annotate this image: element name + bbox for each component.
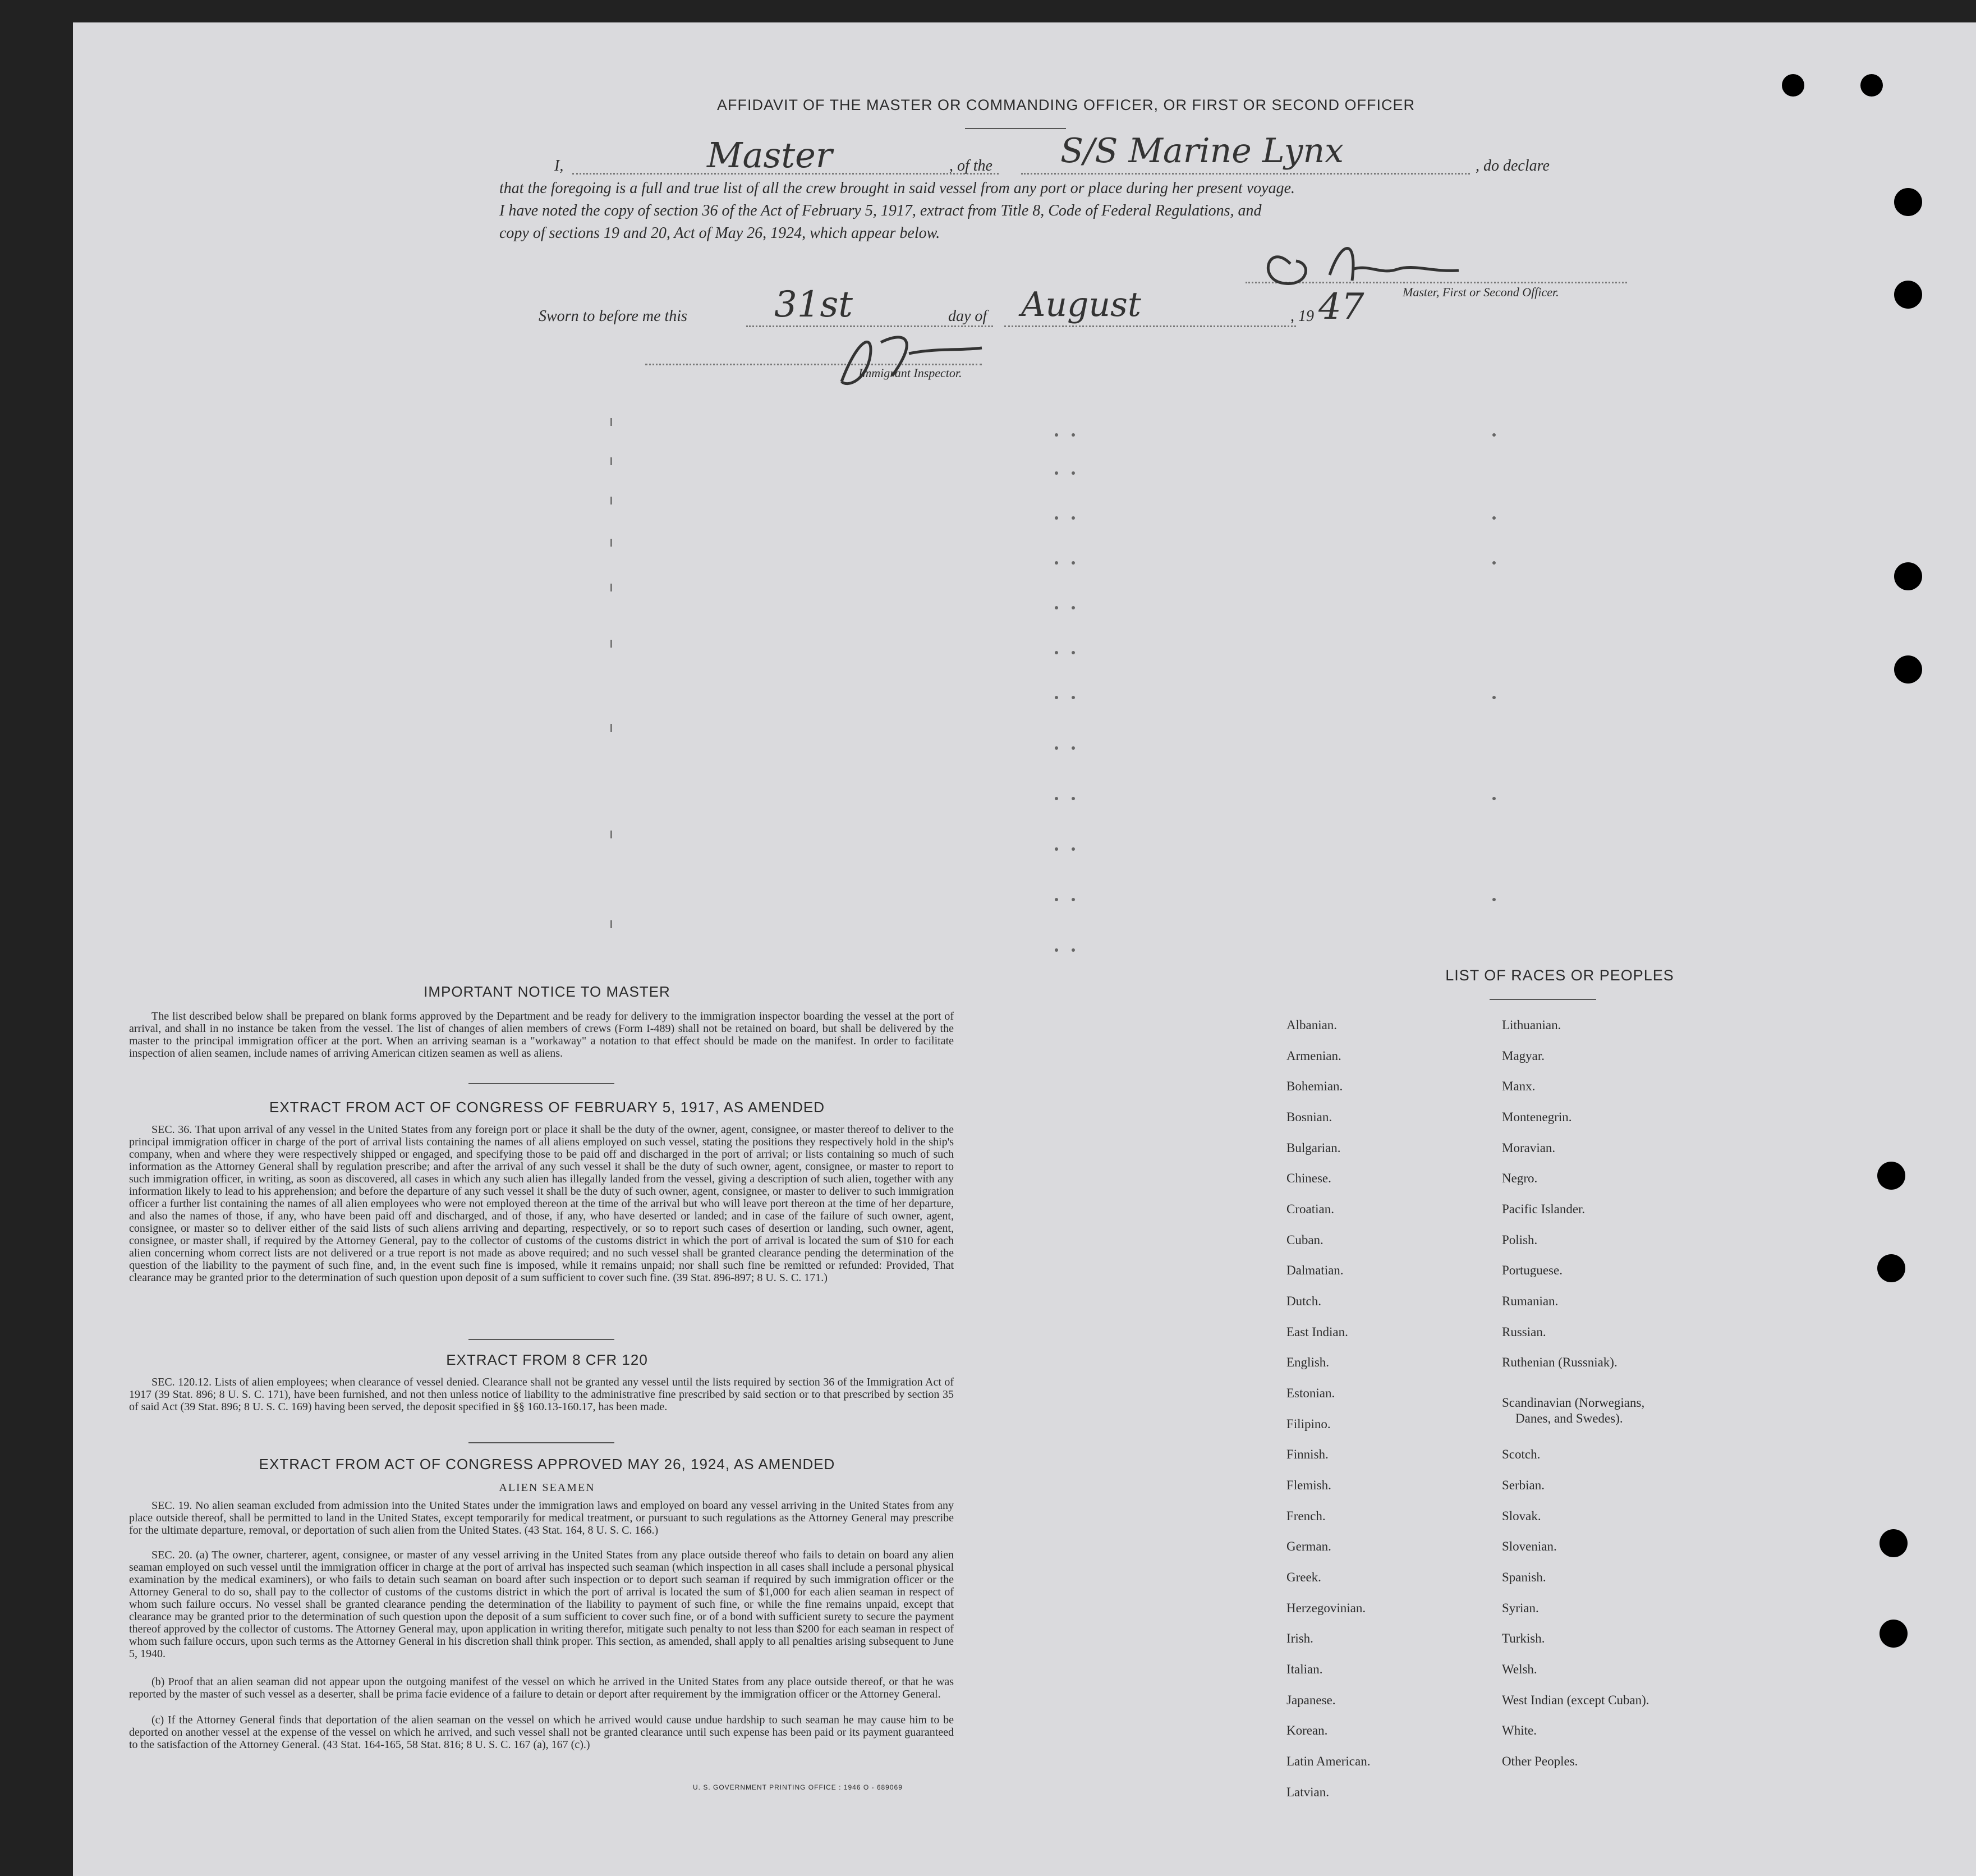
grid-mark (1492, 433, 1496, 437)
grid-mark (1055, 433, 1058, 437)
printer-line: U. S. GOVERNMENT PRINTING OFFICE : 1946 O - 689069 (693, 1783, 903, 1791)
race-item: Syrian. (1502, 1601, 1539, 1615)
race-item: Bohemian. (1286, 1079, 1343, 1093)
race-item: Moravian. (1502, 1141, 1556, 1155)
vessel-line (1021, 173, 1470, 175)
alien-seamen-subtitle: ALIEN SEAMEN (499, 1481, 595, 1494)
races-title: LIST OF RACES OR PEOPLES (1445, 967, 1674, 984)
race-item: Bulgarian. (1286, 1141, 1341, 1155)
affidavit-line-3: I have noted the copy of section 36 of the Act of February 5, 1917, extract from Title 8, Code of Federal Regulations, and (499, 202, 1262, 219)
punch-hole (1877, 1162, 1905, 1190)
race-item: Lithuanian. (1502, 1018, 1561, 1032)
race-item: Greek. (1286, 1570, 1321, 1584)
vessel-name: S/S Marine Lynx (1060, 131, 1344, 171)
race-item: Albanian. (1286, 1018, 1338, 1032)
grid-mark (1492, 561, 1496, 565)
do-declare-label: , do declare (1476, 157, 1550, 175)
race-item: Latin American. (1286, 1754, 1371, 1768)
affidavit-line-4: copy of sections 19 and 20, Act of May 26, 1924, which appear below. (499, 224, 940, 242)
punch-hole (1877, 1254, 1905, 1282)
grid-mark (1055, 797, 1058, 800)
grid-mark (1072, 606, 1075, 609)
race-item: Portuguese. (1502, 1263, 1563, 1277)
extract-cfr-title: EXTRACT FROM 8 CFR 120 (446, 1351, 648, 1368)
punch-hole (1894, 655, 1922, 684)
grid-mark (610, 584, 612, 591)
grid-mark (610, 457, 612, 465)
officer-label: Master, First or Second Officer. (1403, 285, 1559, 299)
race-item: West Indian (except Cuban). (1502, 1693, 1649, 1707)
grid-mark (1072, 561, 1075, 565)
grid-mark (610, 831, 612, 838)
extract-cfr-body: SEC. 120.12. Lists of alien employees; when clearance of vessel denied. Clearance shall not be granted any vessel until the lists required by section 36 of the Immigration Act of 1917 (39 Stat. 896; 8 U. S. C. 171), have been furnished, and not then unless notice of liability to the administrative fine prescribed by said section or to that prescribed by section 35 of said Act (39 Stat. 896; 8 U. S. C. 169) having been served, the deposit specified in §§ 160.13-160.17, has been made. (129, 1376, 954, 1413)
divider (468, 1339, 614, 1340)
race-item: Chinese. (1286, 1171, 1331, 1185)
race-item: Armenian. (1286, 1049, 1341, 1063)
race-item: English. (1286, 1355, 1330, 1369)
divider (1490, 999, 1596, 1000)
race-item: Filipino. (1286, 1417, 1331, 1431)
race-item: Magyar. (1502, 1049, 1545, 1063)
grid-mark (1055, 746, 1058, 750)
grid-mark (1072, 847, 1075, 851)
year-value: 47 (1318, 286, 1364, 328)
month-line (1004, 325, 1296, 327)
race-item: Croatian. (1286, 1202, 1334, 1216)
day-of-label: day of (948, 308, 987, 325)
inspector-label: Immigrant Inspector. (858, 366, 962, 380)
race-item: Pacific Islander. (1502, 1202, 1586, 1216)
race-item: Slovenian. (1502, 1539, 1557, 1553)
grid-mark (1072, 948, 1075, 952)
punch-hole (1860, 74, 1883, 97)
race-item: Turkish. (1502, 1631, 1545, 1645)
grid-mark (1492, 797, 1496, 800)
extract-1917-title: EXTRACT FROM ACT OF CONGRESS OF FEBRUARY 5, 1917, AS AMENDED (269, 1099, 825, 1116)
race-item: Irish. (1286, 1631, 1313, 1645)
race-item: French. (1286, 1509, 1326, 1523)
race-item: Manx. (1502, 1079, 1536, 1093)
grid-mark (1055, 471, 1058, 475)
extract-1924-sec20a: SEC. 20. (a) The owner, charterer, agent, consignee, or master of any vessel arriving in the United States from any place outside thereof who fails to detain on board any alien seaman employed on such vessel until the immigration officer in charge at the port of arrival has inspected such seaman (which inspection in all cases shall include a personal physical examination by the medical examiners), or who fails to detain such seaman on board after such inspection or to deport such seaman if required by such immigration officer or the Attorney General to do so, shall pay to the collector of customs of the customs district in which the port of arrival is located the sum of $1,000 for each alien seaman in respect of whom such failure occurs. No vessel shall be granted clearance pending the determination of the liability to payment of such fine, or while the fine remains unpaid, except that clearance may be granted prior to the determination of such question upon the deposit of a sum sufficient to cover such fine, or of a bond with sufficient surety to secure the payment thereof approved by the collector of customs. The Attorney General may, upon application in writing therefor, mitigate such penalty to not less than $200 for each seaman in respect of whom such failure occurs, upon such terms as the Attorney General in his discretion shall think proper. This section, as amended, shall apply to all penalties arising subsequent to June 5, 1940. (129, 1549, 954, 1660)
race-item: Scotch. (1502, 1447, 1541, 1461)
notice-title: IMPORTANT NOTICE TO MASTER (424, 983, 670, 1000)
extract-1924-sec20c: (c) If the Attorney General finds that deportation of the alien seaman on the vessel on which he arrived would cause undue hardship to such seaman he may cause him to be deported on another vessel at the expense of the vessel on which he arrived, and such vessel shall not be granted clearance until such expense has been paid or its payment guaranteed to the satisfaction of the Attorney General. (43 Stat. 164-165, 58 Stat. 816; 8 U. S. C. 167 (a), 167 (c).) (129, 1714, 954, 1751)
affidavit-line-2: that the foregoing is a full and true list of all the crew brought in said vessel from any port or place during her present voyage. (499, 180, 1295, 197)
year-prefix: , 19 (1290, 308, 1314, 325)
race-item: White. (1502, 1723, 1537, 1737)
race-item: Herzegovinian. (1286, 1601, 1366, 1615)
race-item: East Indian. (1286, 1325, 1348, 1339)
grid-mark (610, 497, 612, 504)
race-item: Spanish. (1502, 1570, 1546, 1584)
race-item: Slovak. (1502, 1509, 1541, 1523)
race-item: Flemish. (1286, 1478, 1331, 1492)
grid-mark (1072, 696, 1075, 699)
of-the-label: , of the (949, 157, 992, 175)
race-item: Scandinavian (Norwegians, (1502, 1396, 1645, 1410)
punch-hole (1894, 562, 1922, 590)
race-item: Rumanian. (1502, 1294, 1559, 1308)
grid-mark (610, 920, 612, 928)
grid-mark (1055, 516, 1058, 520)
document-sheet (73, 22, 1976, 1876)
grid-mark (1492, 696, 1496, 699)
grid-mark (1492, 516, 1496, 520)
race-item: Other Peoples. (1502, 1754, 1578, 1768)
race-item: German. (1286, 1539, 1331, 1553)
race-item: Cuban. (1286, 1233, 1324, 1247)
grid-mark (1072, 898, 1075, 901)
punch-hole (1894, 188, 1922, 216)
grid-mark (1072, 471, 1075, 475)
punch-hole (1782, 74, 1804, 97)
race-item: Dutch. (1286, 1294, 1321, 1308)
grid-mark (1072, 433, 1075, 437)
divider (965, 128, 1066, 129)
race-item: Estonian. (1286, 1386, 1335, 1400)
grid-mark (1492, 898, 1496, 901)
grid-mark (1055, 898, 1058, 901)
grid-mark (610, 640, 612, 648)
grid-mark (610, 539, 612, 547)
punch-hole (1880, 1620, 1908, 1648)
grid-mark (1055, 606, 1058, 609)
race-item: Montenegrin. (1502, 1110, 1572, 1124)
race-item: Polish. (1502, 1233, 1538, 1247)
race-item: Serbian. (1502, 1478, 1545, 1492)
race-item: Finnish. (1286, 1447, 1329, 1461)
grid-mark (1072, 746, 1075, 750)
sworn-label: Sworn to before me this (539, 308, 687, 325)
grid-mark (610, 418, 612, 426)
race-item: Latvian. (1286, 1785, 1329, 1799)
grid-mark (1055, 696, 1058, 699)
affidavit-title: AFFIDAVIT OF THE MASTER OR COMMANDING OFFICER, OR FIRST OR SECOND OFFICER (716, 97, 1416, 113)
extract-1924-sec20b: (b) Proof that an alien seaman did not appear upon the outgoing manifest of the vessel on which he arrived in the United States from any place outside thereof, or that he was reported by the master of such vessel as a deserter, shall be prima facie evidence of a failure to detain or deport after requirement by the immigration officer or the Attorney General. (129, 1676, 954, 1700)
month-value: August (1021, 285, 1141, 324)
extract-1924-title: EXTRACT FROM ACT OF CONGRESS APPROVED MAY 26, 1924, AS AMENDED (259, 1456, 835, 1473)
race-item: Bosnian. (1286, 1110, 1332, 1124)
grid-mark (1055, 651, 1058, 654)
punch-hole (1880, 1529, 1908, 1557)
race-item: Italian. (1286, 1662, 1323, 1676)
race-item: Russian. (1502, 1325, 1546, 1339)
race-item: Korean. (1286, 1723, 1328, 1737)
inspector-signature (825, 325, 993, 393)
grid-mark (1072, 651, 1075, 654)
master-signature: Master (707, 135, 833, 176)
grid-mark (1055, 948, 1058, 952)
divider (468, 1442, 614, 1443)
grid-mark (1072, 516, 1075, 520)
race-item: Ruthenian (Russniak). (1502, 1355, 1617, 1369)
grid-mark (1055, 561, 1058, 565)
punch-hole (1894, 281, 1922, 309)
day-value: 31st (774, 284, 853, 325)
extract-1917-body: SEC. 36. That upon arrival of any vessel in the United States from any foreign port or place it shall be the duty of the owner, agent, consignee, or master thereof to deliver to the principal immigration officer in charge of the port of arrival lists containing the names of all aliens employed on such vessel, stating the positions they respectively hold in the ship's company, when and where they were respectively shipped or engaged, and specifying those to be paid off and discharged in the port of arrival; or lists containing so much of such information as the Attorney General shall by regulation prescribe; and after the arrival of any such vessel it shall be the duty of such owner, agent, consignee, or master to report to such immigration officer, in writing, as soon as discovered, all cases in which any such alien has illegally landed from the vessel, giving a description of such alien, together with any information likely to lead to his apprehension; and before the departure of any such vessel it shall be the duty of such owner, agent, consignee, or master to deliver to such immigration officer a further list containing the names of all alien employees who were not employed thereon at the time of the arrival but who will leave port thereon at the time of her departure, and also the names of those, if any, who have been paid off and discharged, and of those, if any, who have deserted or landed; and in case of the failure of such owner, agent, consignee, or master so to deliver either of the said lists of such aliens arriving and departing, respectively, or so to report such cases of desertion or landing, such owner, agent, consignee, or master shall, if required by the Attorney General, pay to the collector of customs of the customs district in which the port of arrival is located the sum of $10 for each alien concerning whom correct lists are not delivered or a true report is not made as above required; and no such vessel shall be granted clearance pending the determination of the question of the liability to the payment of such fine, and, in the event such fine is imposed, while it remains unpaid; nor shall such fine be remitted or refunded: Provided, That clearance may be granted prior to the determination of such question upon deposit of a sum sufficient to cover such fine. (39 Stat. 896-897; 8 U. S. C. 171.) (129, 1123, 954, 1284)
grid-mark (1055, 847, 1058, 851)
notice-body: The list described below shall be prepared on blank forms approved by the Department and be ready for delivery to the immigration inspector boarding the vessel at the port of arrival, and shall in no instance be taken from the vessel. The list of changes of alien members of crews (Form I-489) shall not be retained on board, but shall be delivered by the master to the principal immigration officer at the port. When an arriving seaman is a "workaway" a notation to that effect should be made on the manifest. In order to facilitate inspection of alien seamen, include names of arriving American citizen seamen as well as aliens. (129, 1010, 954, 1059)
grid-mark (610, 724, 612, 732)
race-item: Danes, and Swedes). (1515, 1411, 1623, 1425)
divider (468, 1083, 614, 1084)
race-item: Welsh. (1502, 1662, 1537, 1676)
grid-mark (1072, 797, 1075, 800)
affidavit-i-label: I, (554, 157, 564, 175)
race-item: Negro. (1502, 1171, 1538, 1185)
race-item: Japanese. (1286, 1693, 1336, 1707)
race-item: Dalmatian. (1286, 1263, 1344, 1277)
extract-1924-sec19: SEC. 19. No alien seaman excluded from admission into the United States under the immigration laws and employed on board any vessel arriving in the United States from any place outside thereof, shall be permitted to land in the United States, except temporarily for medical treatment, or pursuant to such regulations as the Attorney General may prescribe for the ultimate departure, removal, or deportation of such alien from the United States. (43 Stat. 164, 8 U. S. C. 166.) (129, 1499, 954, 1536)
